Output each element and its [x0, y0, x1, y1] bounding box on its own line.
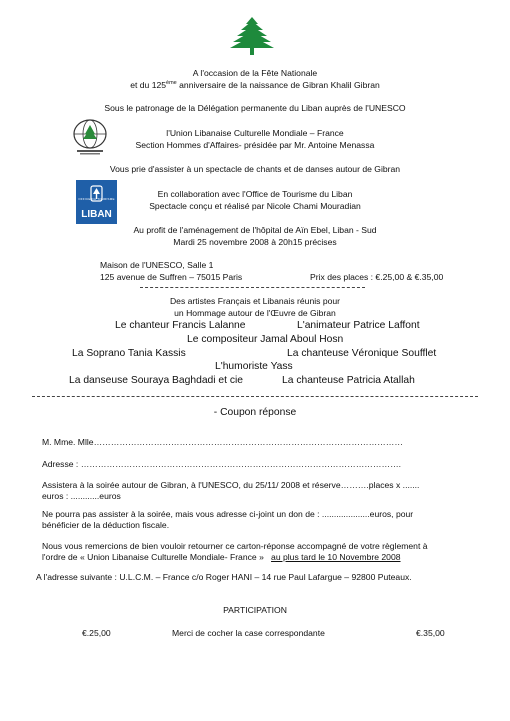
attend-option-line-2: euros : ............euros [42, 491, 121, 501]
return-instructions-2: l'ordre de « Union Libanaise Culturelle Mondiale- France » au plus tard le 10 Novembre 2008 [42, 552, 401, 562]
price-option-25[interactable]: €.25,00 [82, 628, 111, 638]
header-line-1: A l'occasion de la Fête Nationale [192, 68, 318, 78]
liban-logo-text: LIBAN [81, 209, 112, 220]
artists-intro-1: Des artistes Français et Libanais réunis pour [169, 296, 341, 306]
artist-jamal-aboul-hosn: Le compositeur Jamal Aboul Hosn [187, 334, 344, 345]
venue-name: Maison de l'UNESCO, Salle 1 [100, 260, 214, 270]
participation-heading: PARTICIPATION [223, 605, 287, 615]
artists-intro-2: un Hommage autour de l'Œuvre de Gibran [174, 308, 336, 318]
donation-option-line-1[interactable]: Ne pourra pas assister à la soirée, mais vous adresse ci-joint un don de : ....................euros, pour [42, 509, 414, 519]
patronage-line: Sous le patronage de la Délégation permanente du Liban auprès de l'UNESCO [104, 103, 406, 113]
address-field-line[interactable]: Adresse : …………………………………………………………………………………………………. [42, 459, 402, 469]
venue-address: 125 avenue de Suffren – 75015 Paris [100, 272, 243, 282]
attend-option-line-1[interactable]: Assistera à la soirée autour de Gibran, à l'UNESCO, du 25/11/ 2008 et réserve……….places x ....... [42, 480, 420, 490]
return-instructions-1: Nous vous remercions de bien vouloir retourner ce carton-réponse accompagné de votre règlement à [42, 541, 428, 551]
artist-yass: L'humoriste Yass [215, 361, 293, 372]
postal-address: A l'adresse suivante : U.L.C.M. – France c/o Roger HANI – 14 rue Paul Lafargue – 92800 Puteaux. [36, 572, 412, 582]
collab-line-1: En collaboration avec l'Office de Tourisme du Liban [157, 189, 353, 199]
artist-patricia-atallah: La chanteuse Patricia Atallah [282, 375, 415, 386]
coupon-cut-line [32, 396, 478, 397]
artist-patrice-laffont: L'animateur Patrice Laffont [297, 320, 420, 331]
invite-line: Vous prie d'assister à un spectacle de chants et de danses autour de Gibran [109, 164, 401, 174]
artist-francis-lalanne: Le chanteur Francis Lalanne [115, 320, 246, 331]
artist-veronique-soufflet: La chanteuse Véronique Soufflet [287, 348, 437, 359]
org-line-2: Section Hommes d'Affaires- présidée par Mr. Antoine Menassa [135, 140, 375, 150]
ticket-prices: Prix des places : €.25,00 & €.35,00 [310, 272, 444, 282]
cedar-logo-icon [229, 16, 275, 56]
header-line-2: et du 125ème anniversaire de la naissance de Gibran Khalil Gibran [130, 80, 380, 90]
benefit-line: Au profit de l'aménagement de l'hôpital de Aïn Ebel, Liban - Sud [133, 225, 377, 235]
price-option-35[interactable]: €.35,00 [416, 628, 445, 638]
org-line-1: l'Union Libanaise Culturelle Mondiale – France [166, 128, 344, 138]
event-date: Mardi 25 novembre 2008 à 20h15 précises [173, 237, 337, 247]
check-instruction: Merci de cocher la case correspondante [172, 628, 325, 638]
artist-souraya-baghdadi: La danseuse Souraya Baghdadi et cie [69, 375, 244, 386]
donation-option-line-2: bénéficier de la déduction fiscale. [42, 520, 170, 530]
name-field-line[interactable]: M. Mme. Mlle……………………………………………………………………………………………… [42, 437, 403, 447]
collab-line-2: Spectacle conçu et réalisé par Nicole Chami Mouradian [149, 201, 361, 211]
return-deadline: au plus tard le 10 Novembre 2008 [271, 552, 401, 562]
coupon-title: - Coupon réponse [213, 407, 297, 418]
liban-logo-small-text: OFFICE DU TOURISME [78, 197, 115, 201]
venue-divider [140, 287, 365, 288]
artist-tania-kassis: La Soprano Tania Kassis [72, 348, 186, 359]
